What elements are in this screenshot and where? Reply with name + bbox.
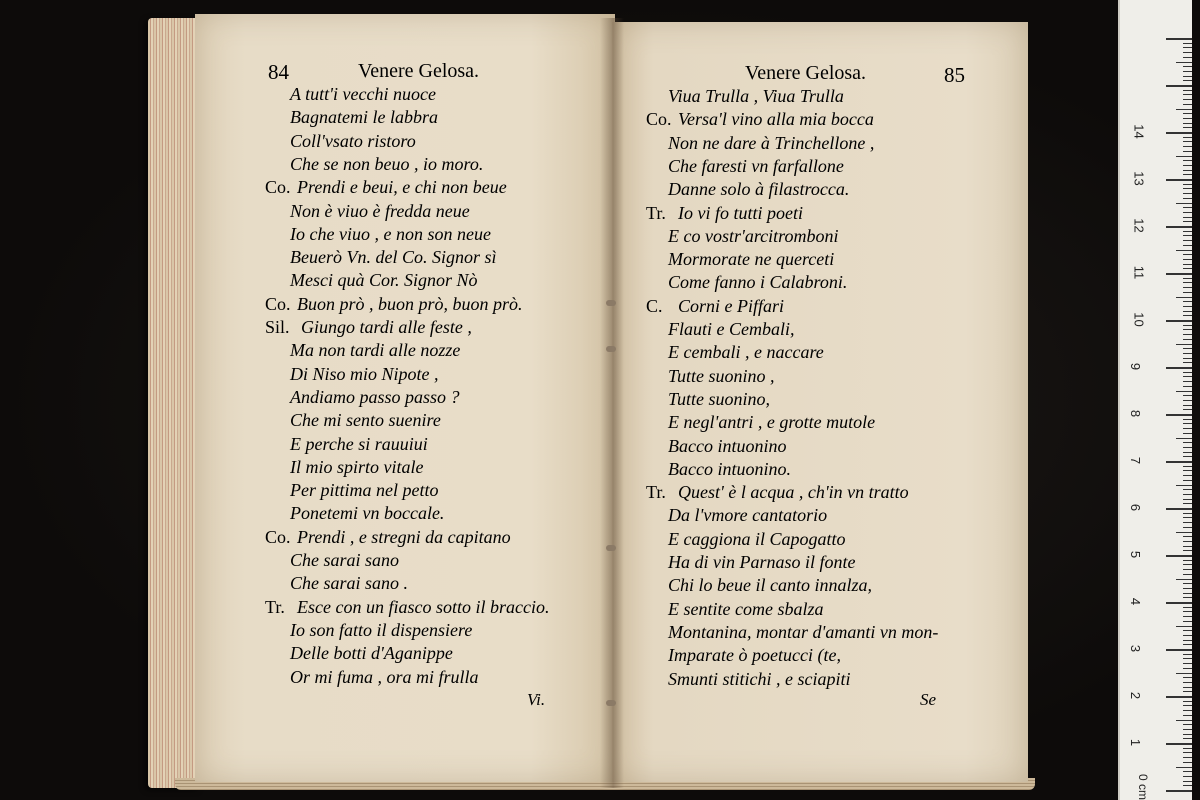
verse-line: Giungo tardi alle feste , xyxy=(301,317,472,337)
ruler-tick xyxy=(1183,433,1192,434)
verse-line: Delle botti d'Aganippe xyxy=(290,643,453,664)
ruler-tick xyxy=(1183,76,1192,77)
ruler-tick xyxy=(1183,588,1192,589)
ruler-tick xyxy=(1183,541,1192,542)
ruler-tick xyxy=(1183,170,1192,171)
ruler-tick xyxy=(1183,292,1192,293)
ruler-tick xyxy=(1183,334,1192,335)
ruler-tick xyxy=(1183,245,1192,246)
ruler-tick xyxy=(1183,90,1192,91)
ruler-number: 2 xyxy=(1128,691,1144,700)
ruler-tick xyxy=(1183,654,1192,655)
verse-line: Bagnatemi le labbra xyxy=(290,107,438,128)
ruler-tick xyxy=(1183,593,1192,594)
ruler-tick xyxy=(1183,682,1192,683)
ruler-tick xyxy=(1183,193,1192,194)
ruler-tick xyxy=(1183,376,1192,377)
verse-line: E sentite come sbalza xyxy=(668,598,824,619)
ruler-tick xyxy=(1166,85,1192,87)
ruler-tick xyxy=(1183,57,1192,58)
ruler-tick xyxy=(1183,80,1192,81)
ruler-tick xyxy=(1183,658,1192,659)
ruler-tick xyxy=(1183,748,1192,749)
ruler-tick xyxy=(1183,687,1192,688)
ruler-tick xyxy=(1183,738,1192,739)
ruler-tick xyxy=(1183,66,1192,67)
ruler-tick xyxy=(1183,621,1192,622)
ruler-tick xyxy=(1166,508,1192,510)
ruler-tick xyxy=(1183,339,1192,340)
verse-line: Ha di vin Parnaso il fonte xyxy=(668,552,856,572)
ruler-tick xyxy=(1183,43,1192,44)
ruler-tick xyxy=(1176,485,1192,486)
ruler-tick xyxy=(1183,644,1192,645)
ruler-number: 6 xyxy=(1128,503,1144,512)
verse-line: Beuerò Vn. del Co. Signor sì xyxy=(290,247,497,268)
ruler-tick xyxy=(1166,226,1192,228)
speaker-label: Co. xyxy=(265,293,291,314)
ruler-tick xyxy=(1183,325,1192,326)
ruler-tick xyxy=(1183,475,1192,476)
ruler-number: 12 xyxy=(1131,218,1147,233)
ruler-tick xyxy=(1183,188,1192,189)
ruler-tick xyxy=(1183,184,1192,185)
ruler-tick xyxy=(1183,428,1192,429)
binding-stitch xyxy=(606,700,616,706)
ruler-tick xyxy=(1183,123,1192,124)
ruler-tick xyxy=(1166,790,1192,792)
ruler-tick xyxy=(1166,367,1192,369)
ruler-tick xyxy=(1183,640,1192,641)
measuring-ruler xyxy=(1118,0,1192,800)
verse-line: Non è viuo è fredda neue xyxy=(290,200,470,221)
ruler-tick xyxy=(1183,569,1192,570)
speaker-label: Co. xyxy=(646,109,672,130)
verse-line: Che mi sento suenire xyxy=(290,410,441,431)
verse-line: Or mi fuma , ora mi frulla xyxy=(290,666,479,687)
ruler-tick xyxy=(1183,470,1192,471)
ruler-tick xyxy=(1183,104,1192,105)
ruler-tick xyxy=(1183,785,1192,786)
ruler-number: 4 xyxy=(1128,597,1144,606)
ruler-tick xyxy=(1183,282,1192,283)
ruler-tick xyxy=(1183,616,1192,617)
verse-line: Il mio spirto vitale xyxy=(290,456,424,477)
ruler-tick xyxy=(1166,273,1192,275)
ruler-tick xyxy=(1183,423,1192,424)
binding-stitch xyxy=(606,300,616,306)
speaker-label: Tr. xyxy=(646,202,666,223)
ruler-tick xyxy=(1183,597,1192,598)
ruler-number: 14 xyxy=(1131,124,1147,139)
ruler-tick xyxy=(1183,348,1192,349)
ruler-tick xyxy=(1183,574,1192,575)
ruler-tick xyxy=(1183,663,1192,664)
ruler-tick xyxy=(1183,522,1192,523)
ruler-tick xyxy=(1183,611,1192,612)
ruler-tick xyxy=(1183,513,1192,514)
verse-line: Ponetemi vn boccale. xyxy=(290,503,445,524)
ruler-tick xyxy=(1166,649,1192,651)
verse-line: Tutte suonino, xyxy=(668,388,771,409)
ruler-number: 1 xyxy=(1128,738,1144,747)
ruler-tick xyxy=(1183,264,1192,265)
ruler-tick xyxy=(1183,287,1192,288)
speaker-label: C. xyxy=(646,295,663,316)
verse-line: Bacco intuonino xyxy=(668,435,787,456)
verse-line: Viua Trulla , Viua Trulla xyxy=(668,86,844,106)
binding-stitch xyxy=(606,545,616,551)
ruler-tick xyxy=(1183,705,1192,706)
verse-line: Mormorate ne querceti xyxy=(668,249,835,270)
left-page-number: 84 xyxy=(268,60,289,84)
verse-line: Che faresti vn farfallone xyxy=(668,155,844,176)
verse-line: Ma non tardi alle nozze xyxy=(290,340,461,361)
verse-line: Prendi e beui, e chi non beue xyxy=(297,177,507,198)
verse-line: Di Niso mio Nipote , xyxy=(290,363,439,384)
ruler-tick xyxy=(1183,536,1192,537)
verse-line: Imparate ò poetucci (te, xyxy=(668,645,841,666)
verse-line: Flauti e Cembali, xyxy=(668,319,795,339)
speaker-label: Tr. xyxy=(646,482,666,503)
ruler-tick xyxy=(1183,221,1192,222)
verse-line: Danne solo à filastrocca. xyxy=(668,179,850,200)
ruler-tick xyxy=(1183,113,1192,114)
ruler-tick xyxy=(1183,386,1192,387)
ruler-tick xyxy=(1166,179,1192,181)
ruler-tick xyxy=(1176,203,1192,204)
ruler-tick xyxy=(1176,297,1192,298)
ruler-tick xyxy=(1183,306,1192,307)
ruler-tick xyxy=(1183,212,1192,213)
verse-line: Smunti stitichi , e sciapiti xyxy=(668,668,851,689)
ruler-tick xyxy=(1183,160,1192,161)
ruler-tick xyxy=(1183,691,1192,692)
ruler-tick xyxy=(1183,94,1192,95)
ruler-tick xyxy=(1183,254,1192,255)
ruler-tick xyxy=(1183,442,1192,443)
ruler-tick xyxy=(1176,391,1192,392)
ruler-tick xyxy=(1183,174,1192,175)
verse-line: Che sarai sano . xyxy=(290,573,409,594)
ruler-tick xyxy=(1183,503,1192,504)
ruler-tick xyxy=(1176,250,1192,251)
ruler-tick xyxy=(1183,560,1192,561)
ruler-unit-label: 0 cm xyxy=(1136,773,1151,800)
ruler-number: 10 xyxy=(1131,312,1147,327)
verse-line: Versa'l vino alla mia bocca xyxy=(678,109,874,130)
ruler-tick xyxy=(1166,743,1192,745)
ruler-number: 13 xyxy=(1131,171,1147,186)
right-catchword: Se xyxy=(920,690,937,709)
verse-line: Io vi fo tutti poeti xyxy=(678,202,803,223)
ruler-tick xyxy=(1183,240,1192,241)
ruler-tick xyxy=(1183,409,1192,410)
ruler-tick xyxy=(1183,517,1192,518)
ruler-tick xyxy=(1176,438,1192,439)
ruler-tick xyxy=(1183,198,1192,199)
verse-line: Buon prò , buon prò, buon prò. xyxy=(297,293,523,314)
verse-line: Per pittima nel petto xyxy=(290,480,439,501)
verse-line: Io che viuo , e non son neue xyxy=(290,223,491,244)
ruler-tick xyxy=(1183,405,1192,406)
ruler-tick xyxy=(1183,231,1192,232)
ruler-tick xyxy=(1166,555,1192,557)
ruler-tick xyxy=(1183,781,1192,782)
ruler-tick xyxy=(1183,527,1192,528)
ruler-tick xyxy=(1183,452,1192,453)
ruler-tick xyxy=(1183,278,1192,279)
verse-line: Montanina, montar d'amanti vn mon- xyxy=(668,621,939,642)
ruler-tick xyxy=(1183,353,1192,354)
ruler-tick xyxy=(1183,329,1192,330)
ruler-tick xyxy=(1183,71,1192,72)
ruler-tick xyxy=(1183,372,1192,373)
ruler-tick xyxy=(1176,579,1192,580)
ruler-tick xyxy=(1183,151,1192,152)
ruler-tick xyxy=(1183,677,1192,678)
ruler-tick xyxy=(1176,156,1192,157)
verse-line: Esce con un fiasco sotto il braccio. xyxy=(297,596,550,617)
ruler-tick xyxy=(1183,701,1192,702)
verse-line: Coll'vsato ristoro xyxy=(290,130,416,151)
speaker-label: Co. xyxy=(265,526,291,547)
ruler-tick xyxy=(1183,381,1192,382)
ruler-tick xyxy=(1183,607,1192,608)
ruler-tick xyxy=(1183,734,1192,735)
ruler-tick xyxy=(1183,362,1192,363)
ruler-tick xyxy=(1183,146,1192,147)
ruler-tick xyxy=(1176,532,1192,533)
left-catchword: Vi. xyxy=(527,690,546,709)
ruler-tick xyxy=(1183,724,1192,725)
ruler-tick xyxy=(1176,109,1192,110)
verse-line: E perche si rauuiui xyxy=(290,433,428,454)
ruler-tick xyxy=(1176,344,1192,345)
verse-line: A tutt'i vecchi nuoce xyxy=(290,84,436,104)
speaker-label: Co. xyxy=(265,177,291,198)
right-running-title: Venere Gelosa. xyxy=(745,62,867,84)
verse-line: Mesci quà Cor. Signor Nò xyxy=(290,270,478,291)
ruler-tick xyxy=(1183,259,1192,260)
ruler-tick xyxy=(1183,466,1192,467)
ruler-tick xyxy=(1183,165,1192,166)
ruler-tick xyxy=(1183,494,1192,495)
verse-line: Prendi , e stregni da capitano xyxy=(297,526,511,547)
verse-line: Tutte suonino , xyxy=(668,365,775,386)
verse-line: Che sarai sano xyxy=(290,550,400,570)
ruler-tick xyxy=(1183,447,1192,448)
ruler-tick xyxy=(1183,235,1192,236)
ruler-tick xyxy=(1176,62,1192,63)
ruler-number: 8 xyxy=(1128,409,1144,418)
ruler-tick xyxy=(1183,456,1192,457)
verse-line: Come fanno i Calabroni. xyxy=(668,272,848,293)
ruler-tick xyxy=(1176,720,1192,721)
speaker-label: Tr. xyxy=(265,596,285,617)
ruler-tick xyxy=(1183,137,1192,138)
ruler-tick xyxy=(1183,207,1192,208)
verse-line: Chi lo beue il canto innalza, xyxy=(668,575,872,596)
ruler-tick xyxy=(1183,668,1192,669)
ruler-tick xyxy=(1183,268,1192,269)
ruler-tick xyxy=(1183,546,1192,547)
verse-line: Non ne dare à Trinchellone , xyxy=(668,132,875,153)
book-gutter xyxy=(600,18,624,788)
ruler-tick xyxy=(1183,550,1192,551)
page-edge-stack xyxy=(148,18,200,788)
ruler-number: 3 xyxy=(1128,644,1144,653)
ruler-number: 9 xyxy=(1128,362,1144,371)
ruler-tick xyxy=(1183,480,1192,481)
ruler-tick xyxy=(1183,358,1192,359)
ruler-tick xyxy=(1166,38,1192,40)
verse-line: Andiamo passo passo ? xyxy=(290,386,460,407)
ruler-tick xyxy=(1166,132,1192,134)
ruler-tick xyxy=(1183,301,1192,302)
verse-line: E negl'antri , e grotte mutole xyxy=(668,412,876,433)
binding-stitch xyxy=(606,346,616,352)
ruler-tick xyxy=(1183,489,1192,490)
verse-line: E caggiona il Capogatto xyxy=(668,528,846,549)
left-running-title: Venere Gelosa. xyxy=(358,60,480,82)
ruler-tick xyxy=(1183,395,1192,396)
ruler-tick xyxy=(1183,141,1192,142)
ruler-tick xyxy=(1166,414,1192,416)
verse-line: Bacco intuonino. xyxy=(668,458,791,479)
speaker-label: Sil. xyxy=(265,317,290,337)
ruler-tick xyxy=(1183,564,1192,565)
ruler-tick xyxy=(1183,217,1192,218)
ruler-number: 7 xyxy=(1128,456,1144,465)
ruler-tick xyxy=(1183,635,1192,636)
right-page-number: 85 xyxy=(944,63,965,87)
ruler-tick xyxy=(1183,118,1192,119)
ruler-tick xyxy=(1183,127,1192,128)
ruler-tick xyxy=(1176,767,1192,768)
verse-line: Io son fatto il dispensiere xyxy=(290,619,473,640)
ruler-tick xyxy=(1183,757,1192,758)
verse-line: Quest' è l acqua , ch'in vn tratto xyxy=(678,482,909,503)
ruler-tick xyxy=(1183,762,1192,763)
verse-line: Corni e Piffari xyxy=(678,295,785,316)
ruler-tick xyxy=(1183,400,1192,401)
ruler-tick xyxy=(1176,673,1192,674)
ruler-tick xyxy=(1183,583,1192,584)
ruler-tick xyxy=(1183,776,1192,777)
ruler-tick xyxy=(1183,710,1192,711)
ruler-tick xyxy=(1183,630,1192,631)
ruler-tick xyxy=(1183,752,1192,753)
ruler-tick xyxy=(1183,771,1192,772)
verse-line: Che se non beuo , io moro. xyxy=(290,153,484,174)
verse-line: E co vostr'arcitromboni xyxy=(668,225,839,246)
ruler-tick xyxy=(1166,602,1192,604)
ruler-number: 5 xyxy=(1128,550,1144,559)
verse-line: Da l'vmore cantatorio xyxy=(668,505,828,526)
ruler-tick xyxy=(1183,715,1192,716)
ruler-tick xyxy=(1183,729,1192,730)
ruler-tick xyxy=(1183,315,1192,316)
ruler-tick xyxy=(1166,320,1192,322)
ruler-number: 11 xyxy=(1131,265,1147,280)
ruler-tick xyxy=(1183,52,1192,53)
ruler-tick xyxy=(1176,626,1192,627)
ruler-tick xyxy=(1166,461,1192,463)
ruler-tick xyxy=(1183,419,1192,420)
ruler-tick xyxy=(1183,47,1192,48)
verse-line: E cembali , e naccare xyxy=(668,342,824,363)
ruler-tick xyxy=(1183,499,1192,500)
ruler-tick xyxy=(1183,99,1192,100)
ruler-tick xyxy=(1166,696,1192,698)
ruler-tick xyxy=(1183,311,1192,312)
